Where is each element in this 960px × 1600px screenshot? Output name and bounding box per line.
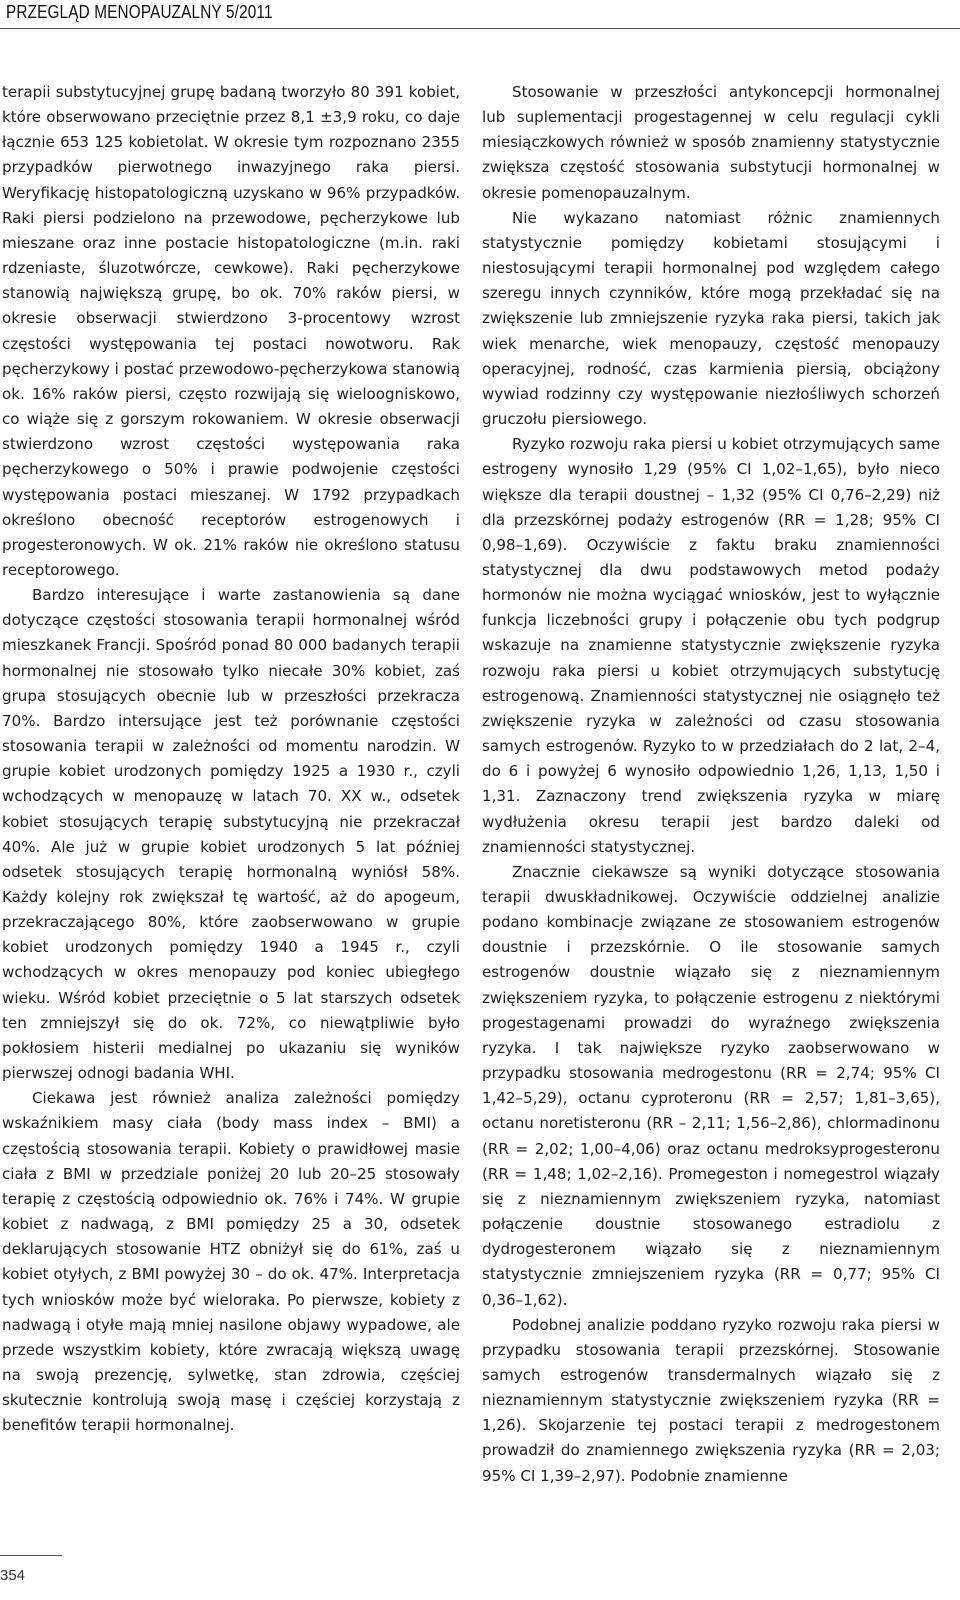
paragraph: Ryzyko rozwoju raka piersi u kobiet otrzymujących same estrogeny wynosiło 1,29 (95% CI 1,02–1,65), było nieco większe dla terapii doustnej – 1,32 (95% CI 0,76–2,29) niż dla przezskórnej podaży estrogenów (RR = 1,28; 95% CI 0,98–1,69). Oczywiście z faktu braku znamienności statystycznej dla dwu podstawowych metod podaży hormonów nie można wyciągać wniosków, jest to wyłącznie funkcja liczebności grupy i połączenie obu tych podgrup wskazuje na znamienne statystycznie zwiększenie ryzyka rozwoju raka piersi u kobiet otrzymujących substytucję estrogenową. Znamienności statystycznej nie osiągnęło też zwiększenie ryzyka w zależności od czasu stosowania samych estrogenów. Ryzyko to w przedziałach do 2 lat, 2–4, do 6 i powyżej 6 wynosiło odpowiednio 1,26, 1,13, 1,50 i 1,31. Zaznaczony trend zwiększenia ryzyka w miarę wydłużenia okresu terapii jest bardzo daleki od znamienności statystycznej. xyxy=(482,435,940,856)
paragraph: Stosowanie w przeszłości antykoncepcji hormonalnej lub suplementacji progestagennej w celu regulacji cykli miesiączkowych również w sposób znamienny statystycznie zwiększa częstość stosowania substytucji hormonalnej w okresie pomenopauzalnym. xyxy=(482,83,940,202)
journal-title: PRZEGLĄD MENOPAUZALNY 5/2011 xyxy=(6,2,273,22)
footer-rule xyxy=(0,1555,62,1556)
paragraph: Bardzo interesujące i warte zastanowienia są dane dotyczące częstości stosowania terapii hormonalnej wśród mieszkanek Francji. Spośród ponad 80 000 badanych terapii hormonalnej nie stosowało tylko niecałe 30% kobiet, zaś grupa stosujących obecnie lub w przeszłości przekracza 70%. Bardzo intersujące jest też porównanie częstości stosowania terapii w zależności od momentu narodzin. W grupie kobiet urodzonych pomiędzy 1925 a 1930 r., czyli wchodzących w menopauzę w latach 70. XX w., odsetek kobiet stosujących terapię substytucyjną nie przekraczał 40%. Ale już w grupie kobiet urodzonych 5 lat później odsetek stosujących terapię hormonalną wyniósł 58%. Każdy kolejny rok zwiększał tę wartość, aż do apogeum, przekraczającego 80%, które zaobserwowano w grupie kobiet urodzonych pomiędzy 1940 a 1945 r., czyli wchodzących w okres menopauzy pod koniec ubiegłego wieku. Wśród kobiet przeciętnie o 5 lat starszych odsetek ten zmniejszył się do ok. 72%, co niewątpliwie było pokłosiem histerii medialnej po ukazaniu się wyników pierwszej odnogi badania WHI. xyxy=(2,586,460,1083)
paragraph: terapii substytucyjnej grupę badaną tworzyło 80 391 kobiet, które obserwowano przeciętnie przez 8,1 ±3,9 roku, co daje łącznie 653 125 kobietolat. W okresie tym rozpoznano 2355 przypadków pierwotnego inwazyjnego raka piersi. Weryfikację histopatologiczną uzyskano w 96% przypadków. Raki piersi podzielono na przewodowe, pęcherzykowe lub mieszane oraz inne postacie histopatologiczne (m.in. raki rdzeniaste, śluzotwórcze, cewkowe). Raki pęcherzykowe stanowią największą grupę, bo ok. 70% raków piersi, w okresie obserwacji stwierdzono 3-procentowy wzrost częstości występowania tej postaci nowotworu. Rak pęcherzykowy i postać przewodowo-pęcherzykowa stanowią ok. 16% raków piersi, często rozwijają się wieloogniskowo, co wiąże się z gorszym rokowaniem. W okresie obserwacji stwierdzono wzrost częstości występowania raka pęcherzykowego o 50% i prawie podwojenie częstości występowania postaci mieszanej. W 1792 przypadkach określono obecność receptorów estrogenowych i progesteronowych. W ok. 21% raków nie określono statusu receptorowego. xyxy=(2,83,460,579)
paragraph: Ciekawa jest również analiza zależności pomiędzy wskaźnikiem masy ciała (body mass index – BMI) a częstością stosowania terapii. Kobiety o prawidłowej masie ciała z BMI w przedziale poniżej 20 lub 20–25 stosowały terapię z częstością odpowiednio ok. 76% i 74%. W grupie kobiet z nadwagą, z BMI pomiędzy 25 a 30, odsetek deklarujących stosowanie HTZ obniżył się do 61%, zaś u kobiet otyłych, z BMI powyżej 30 – do ok. 47%. Interpretacja tych wniosków może być wieloraka. Po pierwsze, kobiety z nadwagą i otyłe mają mniej nasilone objawy wypadowe, ale przede wszystkim kobiety, które zwracają większą uwagę na swoją prezencję, sylwetkę, stan zdrowia, częściej skutecznie kontrolują swoją masę i częściej korzystają z benefitów terapii hormonalnej. xyxy=(2,1089,460,1435)
running-header xyxy=(0,0,960,30)
page-number: 354 xyxy=(0,1567,26,1584)
paragraph: Nie wykazano natomiast różnic znamiennych statystycznie pomiędzy kobietami stosującymi i niestosującymi terapii hormonalnej pod względem całego szeregu innych czynników, które mogą przekładać się na zwiększenie lub zmniejszenie ryzyka raka piersi, takich jak wiek menarche, wiek menopauzy, częstość menopauzy operacyjnej, rodność, czas karmienia piersią, obciążony wywiad rodzinny czy występowanie niezłośliwych schorzeń gruczołu piersiowego. xyxy=(482,208,940,429)
paragraph: Podobnej analizie poddano ryzyko rozwoju raka piersi w przypadku stosowania terapii przezskórnej. Stosowanie samych estrogenów transdermalnych wiązało się z nieznamiennym statystycznie zwiększeniem ryzyka (RR = 1,26). Skojarzenie tej postaci terapii z medrogestonem prowadził do znamiennego zwiększenia ryzyka (RR = 2,03; 95% CI 1,39–2,97). Podobnie znamienne xyxy=(482,1315,940,1485)
paragraph: Znacznie ciekawsze są wyniki dotyczące stosowania terapii dwuskładnikowej. Oczywiście oddzielnej analizie podano kombinacje związane ze stosowaniem estrogenów doustnie i przezskórnie. O ile stosowanie samych estrogenów doustnie wiązało się z nieznamiennym zwiększeniem ryzyka, to połączenie estrogenu z niektórymi progestagenami prowadzi do wyraźnego zwiększenia ryzyka. I tak największe ryzyko zaobserwowano w przypadku stosowania medrogestonu (RR = 2,74; 95% CI 1,42–5,29), octanu cyproteronu (RR = 2,57; 1,81–3,65), octanu noretisteronu (RR – 2,11; 1,56–2,86), chlormadinonu (RR = 2,02; 1,00–4,06) oraz octanu medroksyprogesteronu (RR = 1,48; 1,02–2,16). Promegeston i nomegestrol wiązały się z nieznamiennym zwiększeniem ryzyka, natomiast połączenie doustnie stosowanego estradiolu z dydrogesteronem wiązało się z nieznamiennym statystycznie zmniejszeniem ryzyka (RR = 0,77; 95% CI 0,36–1,62). xyxy=(482,862,940,1309)
right-column xyxy=(482,80,940,1489)
header-rule xyxy=(0,28,960,29)
left-column xyxy=(2,80,460,1438)
